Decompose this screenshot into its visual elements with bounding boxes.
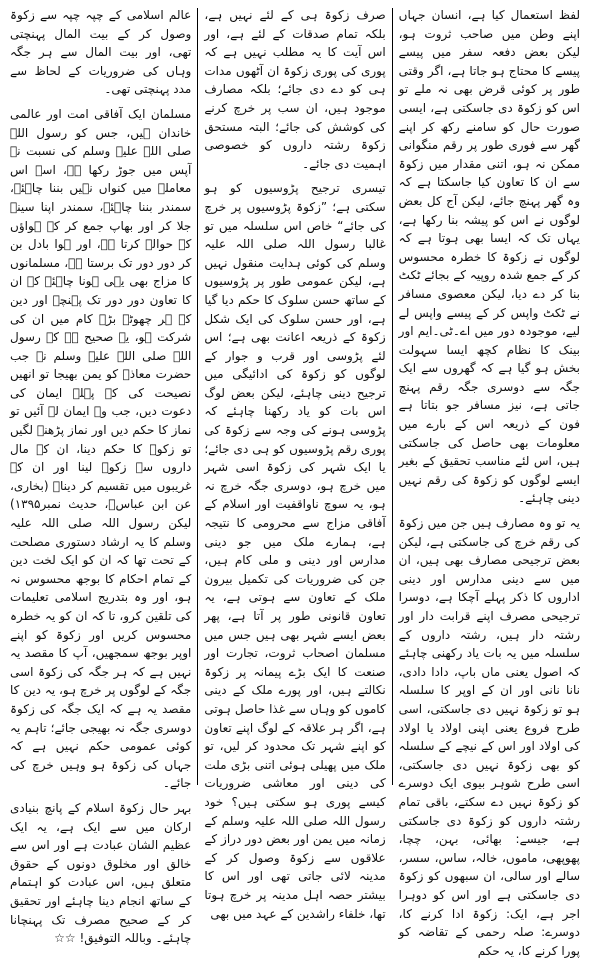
paragraph: لفظ استعمال کیا ہے، انسان جہاں اپنے وطن میں صاحب ثروت ہو، لیکن بعض دفعہ سفر میں پیسے پیسے کا محتاج ہو جاتا ہے، اگر وقتی طور پر کوئی قرض بھی نہ ملے تو اس کو زکوۃ دی جاسکتی ہے، ایسی صورت حال کو سامنے رکھ کر اپنے گھر سے فوری طور پر رقم منگوانی ممکن نہ ہو، اتنی مقدار میں زکوۃ سے ان کا تعاون کیا جاسکتا ہے کہ وہ گھر پہنچ جائے، لیکن آج کل بعض لوگوں نے اس کو پیشہ بنا رکھا ہے، یہاں تک کہ ایسا بھی ہوتا ہے کہ لوگوں نے زکوۃ کا خطرہ محسوس کر کے جمع شدہ روپیہ کے بجائے ٹکٹ بنا کر دے دیا، لیکن معصوی مسافر نے ٹکٹ واپس کر کے پیسے واپس لے لیے، موجودہ دور میں اے۔ٹی۔ایم اور بینک کا نظام کچھ ایسا سہولت بخش ہو گیا ہے کہ گھروں سے ایک جگہ سے دوسری جگہ رقم پہنچ جاتی ہے، نیز مسافر جو بتاتا ہے فون کے ذریعہ اس کے بارے میں معلومات بھی حاصل کی جاسکتی ہیں، اس لئے مناسب تحقیق کے بغیر ایسے لوگوں کو زکوۃ کی رقم نہیں دینی چاہئے۔	[398, 8, 580, 506]
column-right	[393, 6, 586, 958]
paragraph: مسلمان ایک آفاقی امت اور عالمی خاندان ہیں، جس کو رسول اللہ صلی اللہ علیہ وسلم کی نسبت نے آپس میں جوڑ رکھا ہے، اسے اس معاملہ میں کنواں نہیں بننا چاہئے، سمندر بننا چاہئے، سمندر اپنا سینہ جلا کر اور بھاپ جمع کر کے ہواؤں کے حوالہ کرتا ہے، اور ہوا بادل بن کر دور دور تک برستا ہے، مسلمانوں کا مزاج بھی یہی ہونا چاہئے کہ ان کا تعاون دور دور تک پہنچے اور دین کے ہر چھوٹے بڑے کام میں ان کی شرکت ہو، یہ صحیح ہے کہ رسول اللہ صلی اللہ علیہ وسلم نے جب حضرت معاذؓ کو یمن بھیجا تو انھیں نصیحت کی کہ پہلے ایمان کی دعوت دیں، جب وہ ایمان لے آئیں تو نماز کا حکم دیں اور نماز پڑھنے لگیں تو زکوۃ کا حکم دینا، ان کے مال داروں سے زکوۃ لینا اور ان کے غریبوں میں تقسیم کر دینا۔ (بخاری، عن ابن عباسؓ، حدیث نمبر۱۳۹۵) لیکن رسول اللہ صلی اللہ علیہ وسلم کا یہ ارشاد دستوری مصلحت کے تحت تھا کہ ان کو ایک لخت دین کے تمام احکام کا بوجھ محسوس نہ ہو، اور وہ بتدریج اسلامی تعلیمات کی تلقین کرو، تا کہ ان کو یہ خطرہ محسوس کریں اور زکوۃ کو اپنے اوپر بوجھ سمجھیں، آپ کا مقصد یہ نہیں ہے کہ ہر جگہ کی زکوۃ اسی جگہ کے لوگوں پر خرچ ہو، یہ دین کا مقصد یہ ہے کہ ایک جگہ کی زکوۃ دوسری جگہ نہ بھیجی جائے؛ تاہم یہ کوئی عمومی حکم نہیں ہے کہ جہاں کی زکوۃ ہو وہیں خرچ کی جائے۔	[10, 106, 192, 791]
paragraph: بہر حال زکوۃ اسلام کے پانچ بنیادی ارکان میں سے ایک ہے، یہ ایک عظیم الشان عبادت ہے اور اس سے خالق اور مخلوق دونوں کے حقوق متعلق ہیں، اس عبادت کو اہتمام کے ساتھ انجام دینا چاہئے اور تحقیق کر کے صحیح مصرف تک پہنچانا چاہئے۔ وباللہ التوفیق! ☆☆	[10, 800, 192, 946]
column-middle	[198, 6, 391, 921]
paragraph: یہ تو وہ مصارف ہیں جن میں زکوۃ کی رقم خرچ کی جاسکتی ہے، لیکن بعض ترجیحی مصارف بھی ہیں، ان میں سے دینی مدارس اور دینی اداروں کا ذکر پہلے آچکا ہے، دوسرا ترجیحی مصرف اپنے قرابت دار اور رشتہ دار ہیں، رشتہ داروں کے سلسلہ میں یہ بات یاد رکھنی چاہئے کہ اصول یعنی ماں باپ، دادا دادی، نانا نانی اور ان کے اوپر کا سلسلہ ہو تو زکوۃ نہیں دی جاسکتی، اسی طرح فروع یعنی اپنی اولاد یا اولاد کی اولاد اور اس کے نیچے کے سلسلہ کو بھی زکوۃ نہیں دی جاسکتی، اسی طرح شوہر بیوی ایک دوسرے کو زکوۃ نہیں دے سکتے، باقی تمام رشتہ داروں کو زکوۃ دی جاسکتی ہے، جیسے: بھائی، بہن، چچا، پھوپھی، ماموں، خالہ، ساس، سسر، سالے اور سالی، ان سبھوں کو زکوۃ دی جاسکتی ہے اور اس کو دوہرا اجر ہے، ایک: زکوۃ ادا کرنے کا، دوسرے: صلہ رحمی کے تقاضہ کو پورا کرنے کا، یہ حکم	[398, 516, 580, 958]
paragraph: صرف زکوۃ ہی کے لئے نہیں ہے، بلکہ تمام صدقات کے لئے ہے، اور اس آیت کا یہ مطلب نہیں ہے کہ پوری کی پوری زکوۃ ان آٹھوں مدات ہی کو دے دی جائے؛ بلکہ مصارف موجود ہیں، ان سب پر خرچ کرنے کی کوشش کی جائے؛ البتہ مستحق زکوۃ رشتہ داروں کو خصوصی اہمیت دی جائے۔	[204, 8, 386, 171]
column-left	[4, 6, 197, 946]
text-columns	[4, 6, 586, 958]
paragraph: عالم اسلامی کے چپہ چپہ سے زکوۃ وصول کر کے بیت المال پہنچتی تھی، اور بیت المال سے ہر جگہ وہاں کی ضروریات کے لحاظ سے مدد پہنچتی تھی۔	[10, 8, 192, 97]
paragraph: تیسری ترجیح پڑوسیوں کو ہو سکتی ہے؛ ”زکوۃ پڑوسیوں پر خرچ کی جائے“ خاص اس سلسلہ میں تو غالبا رسول اللہ صلی اللہ علیہ وسلم کی کوئی ہدایت منقول نہیں ہے، لیکن عمومی طور پر پڑوسیوں کے ساتھ حسن سلوک کا حکم دیا گیا ہے، اور حسن سلوک کی ایک شکل زکوۃ کے ذریعہ اعانت بھی ہے؛ اس لئے پڑوسی اور قرب و جوار کے لوگوں کو زکوۃ کی ادائیگی میں ترجیح دینی چاہئے، لیکن بعض لوگ اس بات کو یاد رکھنا چاہئے کہ پڑوسی ہونے کی وجہ سے زکوۃ کی پوری رقم پڑوسیوں کو ہی دی جائے؛ یا ایک شہر کی زکوۃ اسی شہر میں خرچ ہو، دوسری جگہ خرچ نہ ہو، یہ سوچ ناواقفیت اور اسلام کے آفاقی مزاج سے محرومی کا نتیجہ ہے، ہمارے ملک میں جو دینی مدارس اور دینی و ملی کام ہیں، جن کی ضروریات کی تکمیل بیرون ملک کے تعاون سے ہوتی ہے، یہ تعاون قانونی طور پر آتا ہے، پھر بعض ایسے شہر بھی ہیں جس میں مسلمان اصحاب ثروت، تجارت اور صنعت کا ایک بڑے پیمانہ پر زکوۃ نکالتے ہیں، اور پورے ملک کے دینی کاموں کو وہاں سے غذا حاصل ہوتی ہے، اگر ہر علاقہ کے لوگ اپنے تعاون کو اپنے شہر تک محدود کر لیں، تو ملک میں پھیلی ہوئی اتنی بڑی ملت کی دینی اور معاشی ضروریات کیسے پوری ہو سکتی ہیں؟ خود رسول اللہ صلی اللہ علیہ وسلم کے زمانہ میں یمن اور بعض دور دراز کے علاقوں سے زکوۃ وصول کر کے مدینہ لائی جاتی تھی اور اس کا بیشتر حصہ اہل مدینہ پر خرچ ہوتا تھا، خلفاء راشدین کے عہد میں بھی	[204, 181, 386, 921]
